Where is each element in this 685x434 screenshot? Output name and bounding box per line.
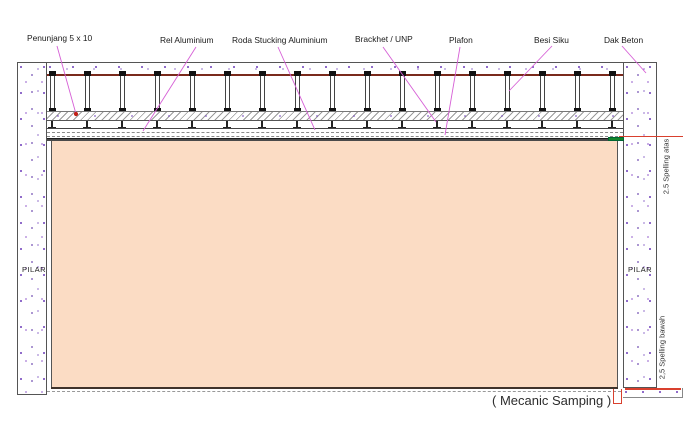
besi-siku-post [85,76,90,111]
besi-siku-post [610,76,615,111]
measure-bracket [613,389,622,404]
drawing-caption: ( Mecanic Samping ) [492,393,612,408]
pilar-right-label: PILAR [628,265,652,274]
leader-plafon [445,47,460,135]
besi-siku-post [470,76,475,111]
measure-line-bawah [625,388,681,389]
label-rel-aluminium: Rel Aluminium [160,35,214,45]
besi-siku-post [225,76,230,111]
label-brackhet-unp: Brackhet / UNP [355,34,413,44]
spelling-bawah-label: 2,5 Spelling bawah [657,315,667,380]
besi-siku-post [50,76,55,111]
spelling-atas-label: 2.5 Spelling atas [661,138,671,195]
floor-dashed-line [47,391,621,392]
besi-siku-post [435,76,440,111]
rail-dash-line [47,136,623,137]
pilar-left-label: PILAR [22,265,46,274]
besi-siku-post [400,76,405,111]
besi-siku-post [295,76,300,111]
pillar-left [17,62,47,395]
besi-siku-post [365,76,370,111]
label-plafon: Plafon [449,35,473,45]
besi-siku-post [155,76,160,111]
besi-siku-post [260,76,265,111]
sliding-panel-area [51,141,618,387]
pillar-right [623,62,657,388]
panel-bottom-edge [51,387,618,389]
besi-siku-post [190,76,195,111]
label-penunjang: Penunjang 5 x 10 [27,33,93,43]
besi-siku-post [575,76,580,111]
measure-line-atas [619,136,683,137]
penunjang-timber-band [47,111,623,121]
leader-penunjang [57,46,76,114]
besi-siku-post [120,76,125,111]
besi-siku-post [505,76,510,111]
rail-dash-line [47,132,623,133]
label-dak-beton: Dak Beton [604,35,644,45]
besi-siku-post [540,76,545,111]
label-besi-siku: Besi Siku [534,35,569,45]
besi-siku-post [330,76,335,111]
rel-aluminium-rail [47,128,623,141]
label-roda-stucking: Roda Stucking Aluminium [232,35,328,45]
